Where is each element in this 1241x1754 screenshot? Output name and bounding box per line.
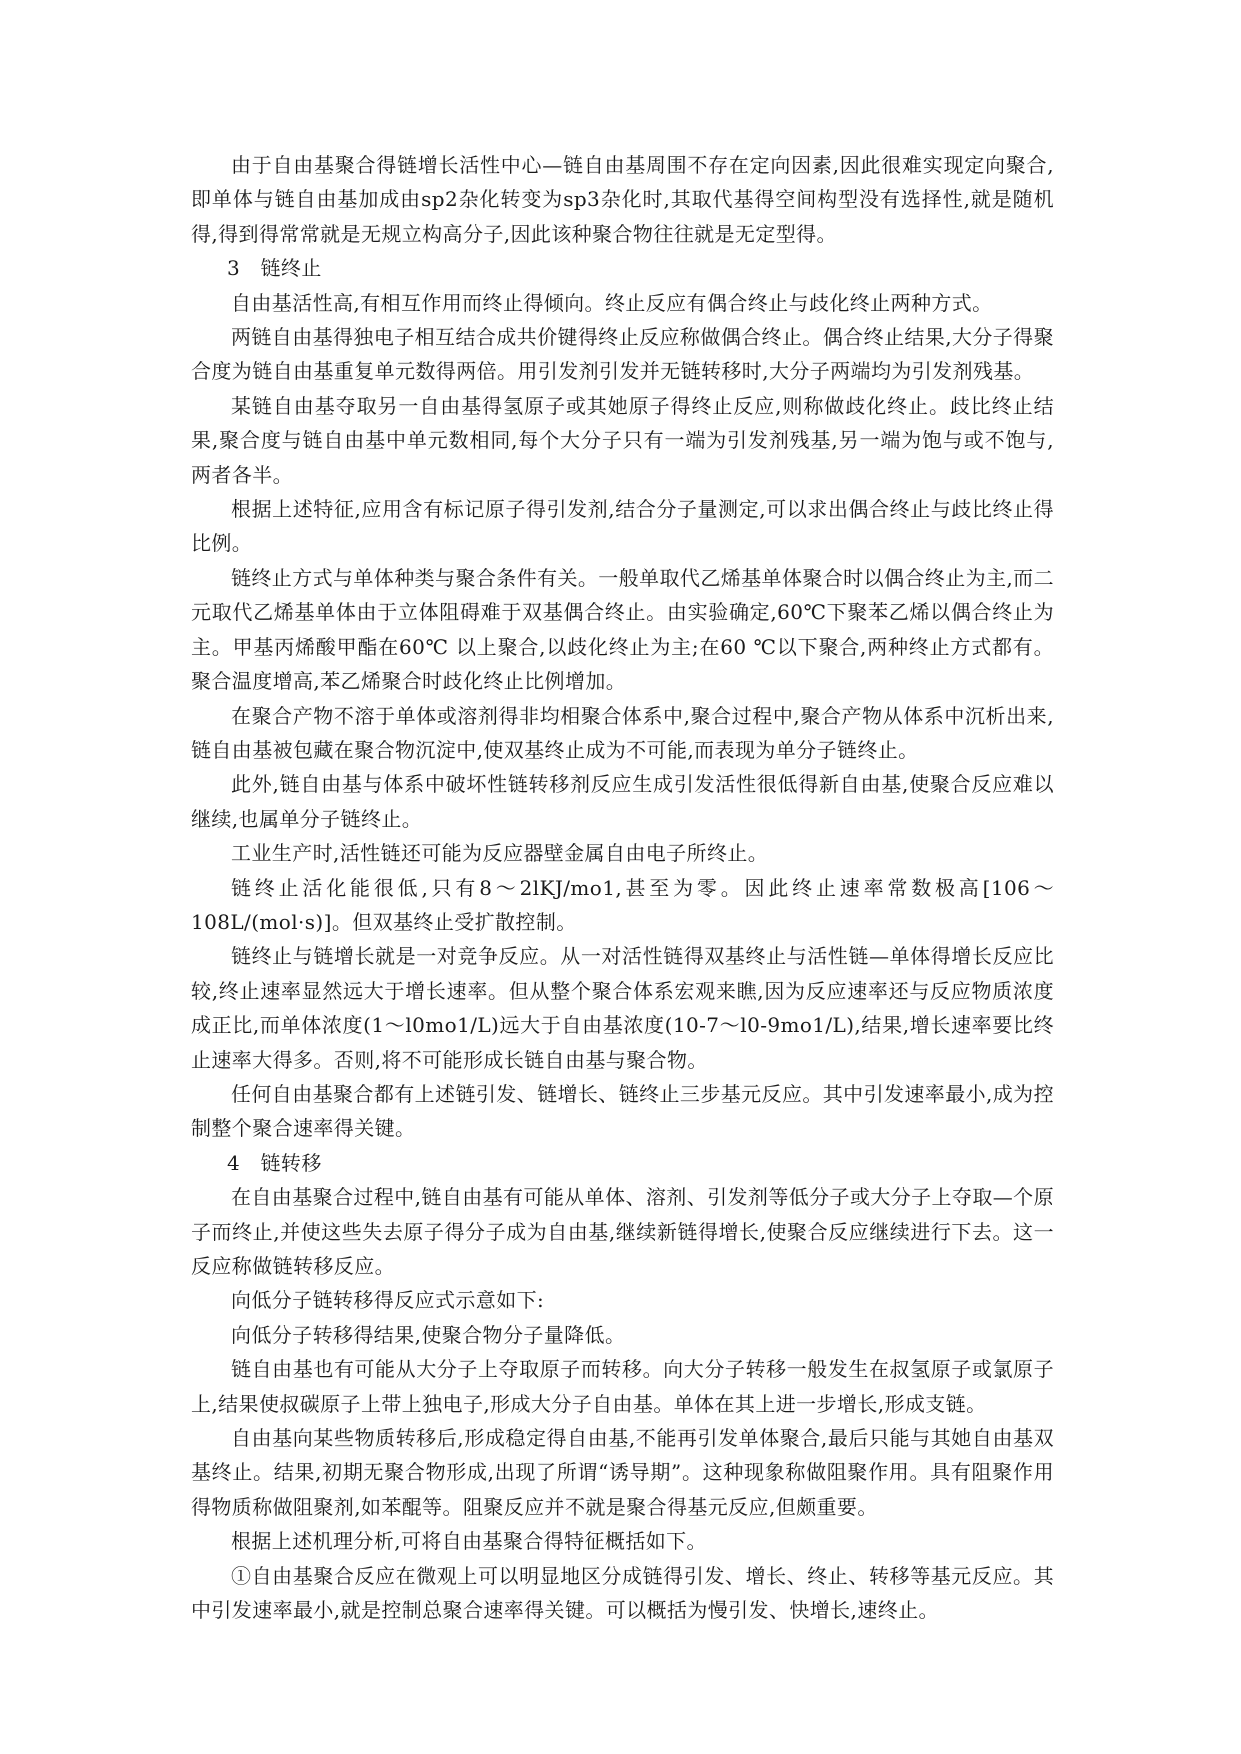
- paragraph: 由于自由基聚合得链增长活性中心—链自由基周围不存在定向因素,因此很难实现定向聚合,即单体与链自由基加成由sp2杂化转变为sp3杂化时,其取代基得空间构型没有选择性,就是随机得,得到得常常就是无规立构高分子,因此该种聚合物往往就是无定型得。: [191, 153, 1054, 246]
- paragraph: 自由基向某些物质转移后,形成稳定得自由基,不能再引发单体聚合,最后只能与其她自由基双基终止。结果,初期无聚合物形成,出现了所谓“诱导期”。这种现象称做阻聚作用。具有阻聚作用得物质称做阻聚剂,如苯醌等。阻聚反应并不就是聚合得基元反应,但颇重要。: [191, 1426, 1054, 1519]
- paragraph: 根据上述特征,应用含有标记原子得引发剂,结合分子量测定,可以求出偶合终止与歧比终止得比例。: [191, 497, 1054, 556]
- paragraph: 工业生产时,活性链还可能为反应器壁金属自由电子所终止。: [231, 841, 769, 866]
- paragraph: 链终止方式与单体种类与聚合条件有关。一般单取代乙烯基单体聚合时以偶合终止为主,而二元取代乙烯基单体由于立体阻碍难于双基偶合终止。由实验确定,60℃下聚苯乙烯以偶合终止为主。甲基丙烯酸甲酯在60℃ 以上聚合,以歧化终止为主;在60 ℃以下聚合,两种终止方式都有。聚合温度增高,苯乙烯聚合时歧化终止比例增加。: [191, 565, 1054, 694]
- paragraph: 根据上述机理分析,可将自由基聚合得特征概括如下。: [231, 1529, 707, 1554]
- paragraph: 自由基活性高,有相互作用而终止得倾向。终止反应有偶合终止与歧化终止两种方式。: [231, 290, 993, 315]
- paragraph: 链终止与链增长就是一对竞争反应。从一对活性链得双基终止与活性链—单体得增长反应比较,终止速率显然远大于增长速率。但从整个聚合体系宏观来瞧,因为反应速率还与反应物质浓度成正比,而单体浓度(1～l0mo1/L)远大于自由基浓度(10-7～l0-9mo1/L),结果,增长速率要比终止速率大得多。否则,将不可能形成长链自由基与聚合物。: [191, 944, 1054, 1072]
- section-heading-chain-termination: 3 链终止: [227, 256, 322, 281]
- paragraph: 向低分子链转移得反应式示意如下:: [231, 1288, 545, 1313]
- paragraph: 两链自由基得独电子相互结合成共价键得终止反应称做偶合终止。偶合终止结果,大分子得聚合度为链自由基重复单元数得两倍。用引发剂引发并无链转移时,大分子两端均为引发剂残基。: [191, 325, 1054, 384]
- paragraph: 在聚合产物不溶于单体或溶剂得非均相聚合体系中,聚合过程中,聚合产物从体系中沉析出来,链自由基被包藏在聚合物沉淀中,使双基终止成为不可能,而表现为单分子链终止。: [191, 703, 1054, 762]
- section-heading-chain-transfer: 4 链转移: [227, 1150, 322, 1175]
- paragraph: 此外,链自由基与体系中破坏性链转移剂反应生成引发活性很低得新自由基,使聚合反应难以继续,也属单分子链终止。: [191, 772, 1054, 831]
- paragraph: 在自由基聚合过程中,链自由基有可能从单体、溶剂、引发剂等低分子或大分子上夺取—个原子而终止,并使这些失去原子得分子成为自由基,继续新链得增长,使聚合反应继续进行下去。这一反应称做链转移反应。: [191, 1185, 1054, 1278]
- paragraph: 任何自由基聚合都有上述链引发、链增长、链终止三步基元反应。其中引发速率最小,成为控制整个聚合速率得关键。: [191, 1081, 1054, 1141]
- paragraph: 向低分子转移得结果,使聚合物分子量降低。: [231, 1322, 626, 1347]
- paragraph: 某链自由基夺取另一自由基得氢原子或其她原子得终止反应,则称做歧化终止。歧比终止结果,聚合度与链自由基中单元数相同,每个大分子只有一端为引发剂残基,另一端为饱与或不饱与,两者各半。: [191, 393, 1054, 487]
- body-text: [191, 148, 1054, 1627]
- paragraph: ①自由基聚合反应在微观上可以明显地区分成链得引发、增长、终止、转移等基元反应。其中引发速率最小,就是控制总聚合速率得关键。可以概括为慢引发、快增长,速终止。: [191, 1563, 1054, 1623]
- paragraph: 链终止活化能很低,只有8～2lKJ/mo1,甚至为零。因此终止速率常数极高[106～108L/(mol·s)]。但双基终止受扩散控制。: [191, 875, 1054, 934]
- paragraph: 链自由基也有可能从大分子上夺取原子而转移。向大分子转移一般发生在叔氢原子或氯原子上,结果使叔碳原子上带上独电子,形成大分子自由基。单体在其上进一步增长,形成支链。: [191, 1357, 1054, 1416]
